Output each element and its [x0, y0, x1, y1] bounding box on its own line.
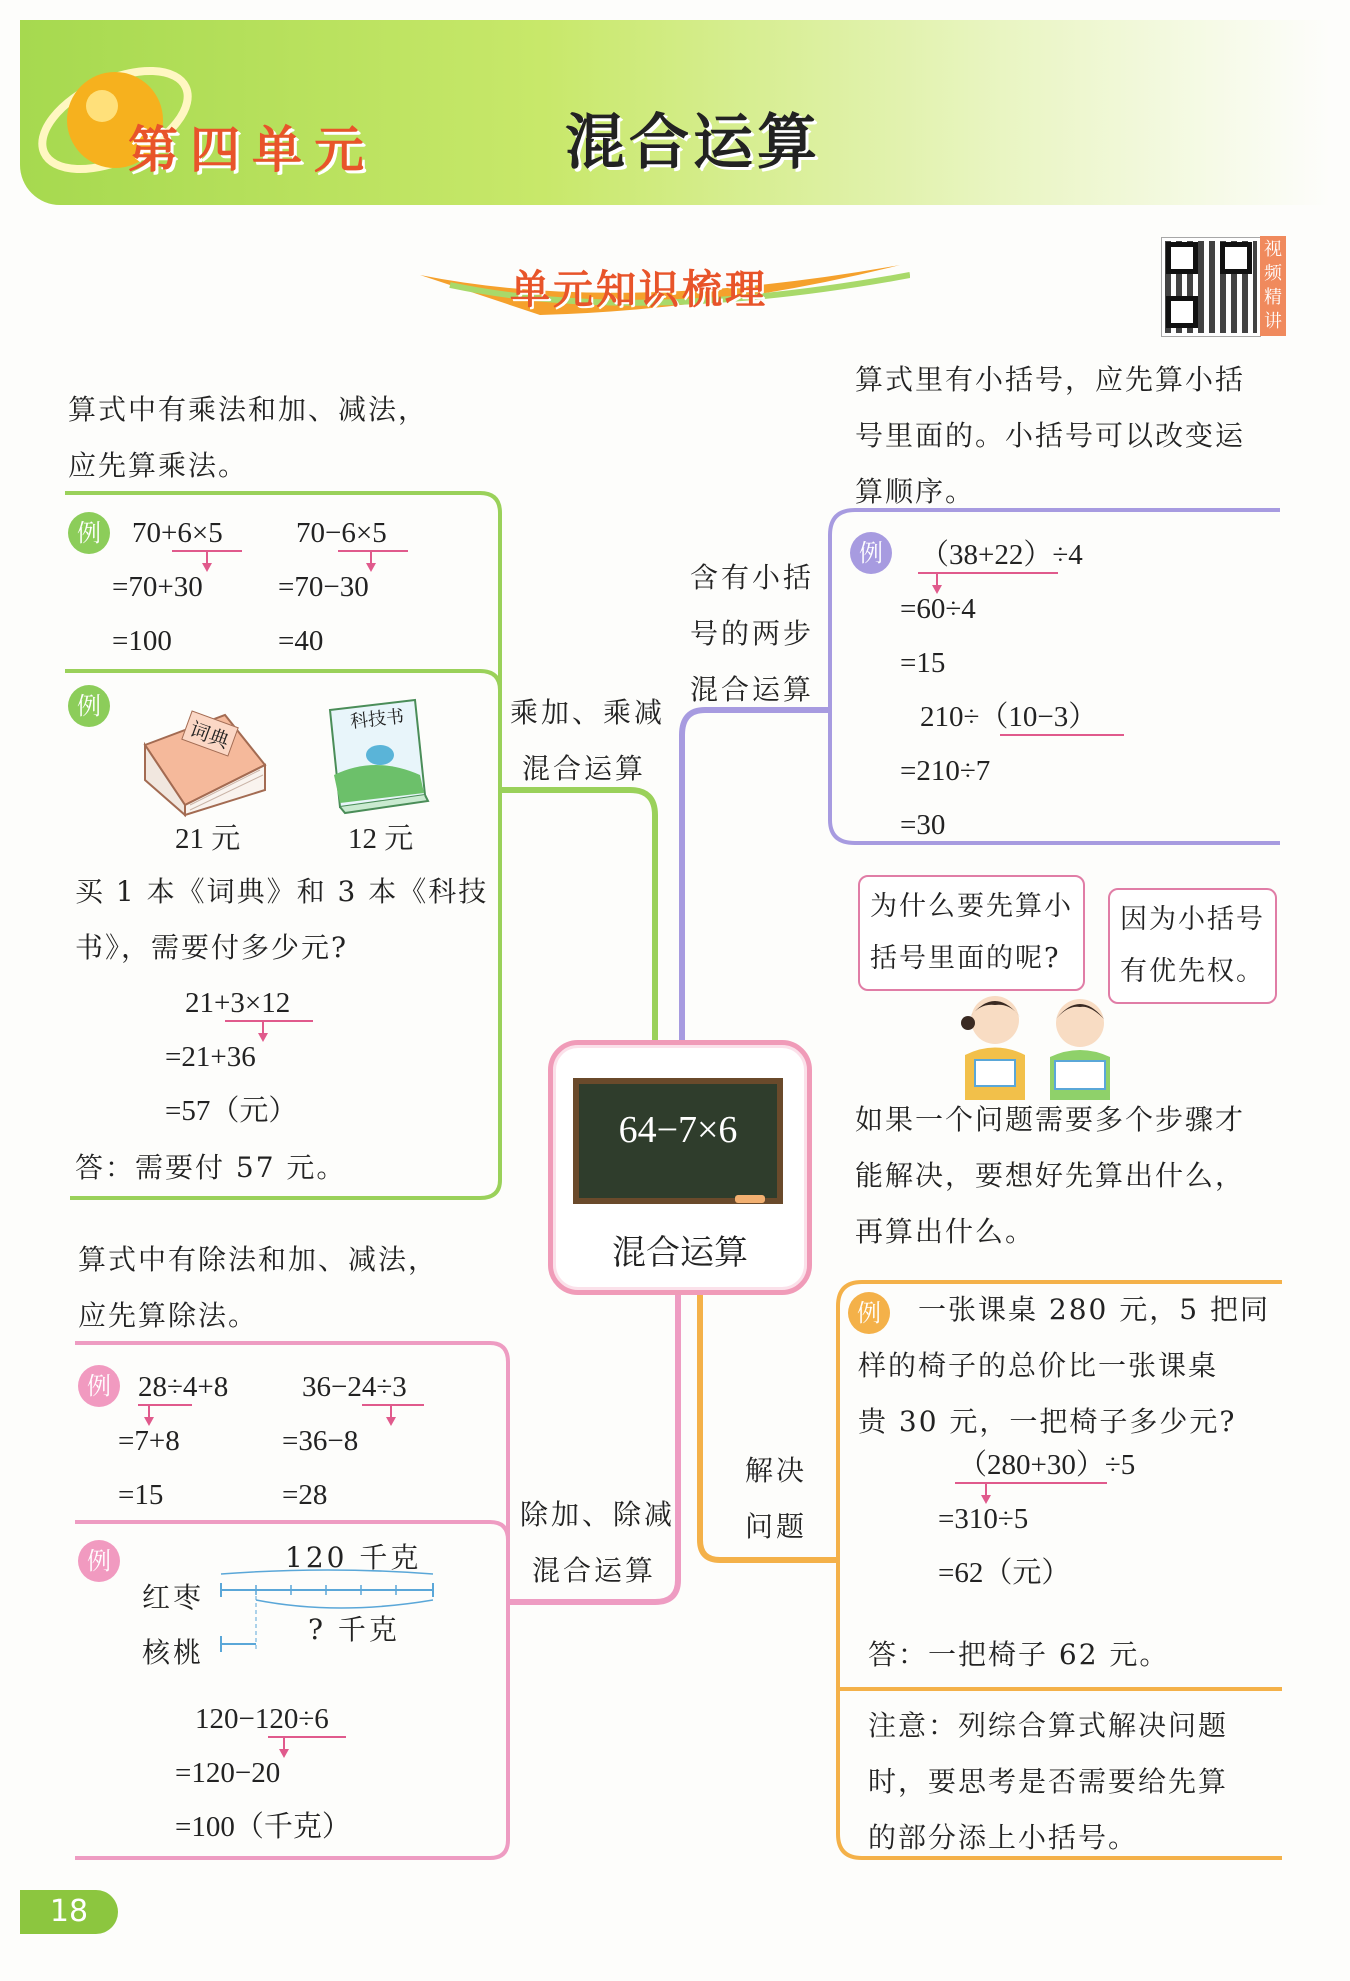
- underline: [338, 550, 408, 552]
- arrow-down-icon: [932, 585, 942, 594]
- unit-label: 第四单元: [128, 121, 376, 179]
- steps-paren: （38+22）÷4 =60÷4 =15 210÷（10−3） =210÷7 =30: [900, 539, 1098, 841]
- example-badge: 例: [848, 1292, 890, 1334]
- steps-mul: 21+3×12 =21+36 =57（元）: [165, 987, 298, 1127]
- underline: [955, 1482, 1107, 1484]
- underline: [138, 1404, 192, 1406]
- diagram-row1: 红枣: [142, 1581, 205, 1614]
- dictionary-title: 词典: [181, 710, 239, 756]
- branch-label-mul: 乘加、乘减 混合运算: [510, 696, 666, 785]
- students-reading-icon: [950, 985, 1130, 1105]
- example-div-b: 36−24÷3 =36−8 =28: [282, 1371, 407, 1511]
- example-badge: 例: [850, 532, 892, 574]
- underline: [268, 1736, 346, 1738]
- arrow-down-icon: [202, 563, 212, 572]
- diagram-row2: 核桃: [142, 1636, 205, 1669]
- chalkboard-expr: 64−7×6: [618, 1109, 738, 1151]
- example-badge: 例: [78, 1365, 120, 1407]
- rule-paren: 算式里有小括号，应先算小括 号里面的。小括号可以改变运 算顺序。: [855, 363, 1246, 508]
- example-badge: 例: [68, 512, 110, 554]
- branch-label-paren: 含有小括 号的两步 混合运算: [690, 561, 815, 706]
- steps-div: 120−120÷6 =120−20 =100（千克）: [175, 1703, 351, 1843]
- diagram-total: 120 千克: [285, 1541, 422, 1574]
- rule-div: 算式中有除法和加、减法， 应先算除法。: [78, 1243, 439, 1332]
- underline: [225, 1020, 313, 1022]
- example-div-a: 28÷4+8 =7+8 =15: [118, 1371, 229, 1511]
- example-mul-b: 70−6×5 =70−30 =40: [278, 517, 387, 657]
- section-title: 单元知识梳理: [510, 267, 768, 313]
- underline: [362, 1404, 424, 1406]
- example-badge: 例: [68, 685, 110, 727]
- tech-book-price: 12 元: [348, 823, 414, 855]
- arrow-down-icon: [258, 1033, 268, 1042]
- note-solve: 注意：列综合算式解决问题 时，要思考是否需要给先算 的部分添上小括号。: [868, 1709, 1229, 1854]
- speech-bubble-answer: 因为小括号 有优先权。: [1108, 888, 1277, 1004]
- arrow-down-icon: [144, 1417, 154, 1426]
- underline: [1000, 734, 1124, 736]
- steps-solve: （280+30）÷5 =310÷5 =62（元）: [938, 1449, 1136, 1589]
- arrow-down-icon: [279, 1749, 289, 1758]
- qr-label: 视频精讲: [1260, 236, 1286, 336]
- answer-solve: 答：一把椅子 62 元。: [868, 1638, 1170, 1671]
- question-mul: 买 1 本《词典》和 3 本《科技 书》，需要付多少元?: [75, 875, 489, 964]
- answer-mul: 答：需要付 57 元。: [75, 1151, 347, 1184]
- page-title: 混合运算: [565, 108, 821, 178]
- chalk: [735, 1195, 765, 1203]
- tip-steps: 如果一个问题需要多个步骤才 能解决，要想好先算出什么， 再算出什么。: [855, 1103, 1246, 1248]
- underline: [918, 572, 1058, 574]
- speech-bubble-question: 为什么要先算小 括号里面的呢?: [858, 875, 1085, 991]
- example-badge: 例: [78, 1540, 120, 1582]
- problem-solve: 一张课桌 280 元，5 把同 样的椅子的总价比一张课桌 贵 30 元，一把椅子多少元?: [858, 1293, 1270, 1438]
- dictionary-price: 21 元: [175, 823, 241, 855]
- arrow-down-icon: [981, 1495, 991, 1504]
- page-number: 18: [20, 1890, 118, 1934]
- branch-label-div: 除加、除减 混合运算: [520, 1498, 676, 1587]
- diagram-unknown: ? 千克: [308, 1613, 400, 1646]
- example-mul-a: 70+6×5 =70+30 =100: [112, 517, 223, 657]
- arrow-down-icon: [386, 1417, 396, 1426]
- branch-label-solve: 解决 问题: [745, 1454, 808, 1543]
- arrow-down-icon: [366, 563, 376, 572]
- tech-book-title: 科技书: [349, 706, 406, 733]
- rule-mul: 算式中有乘法和加、减法， 应先算乘法。: [68, 393, 429, 482]
- center-label: 混合运算: [612, 1233, 748, 1273]
